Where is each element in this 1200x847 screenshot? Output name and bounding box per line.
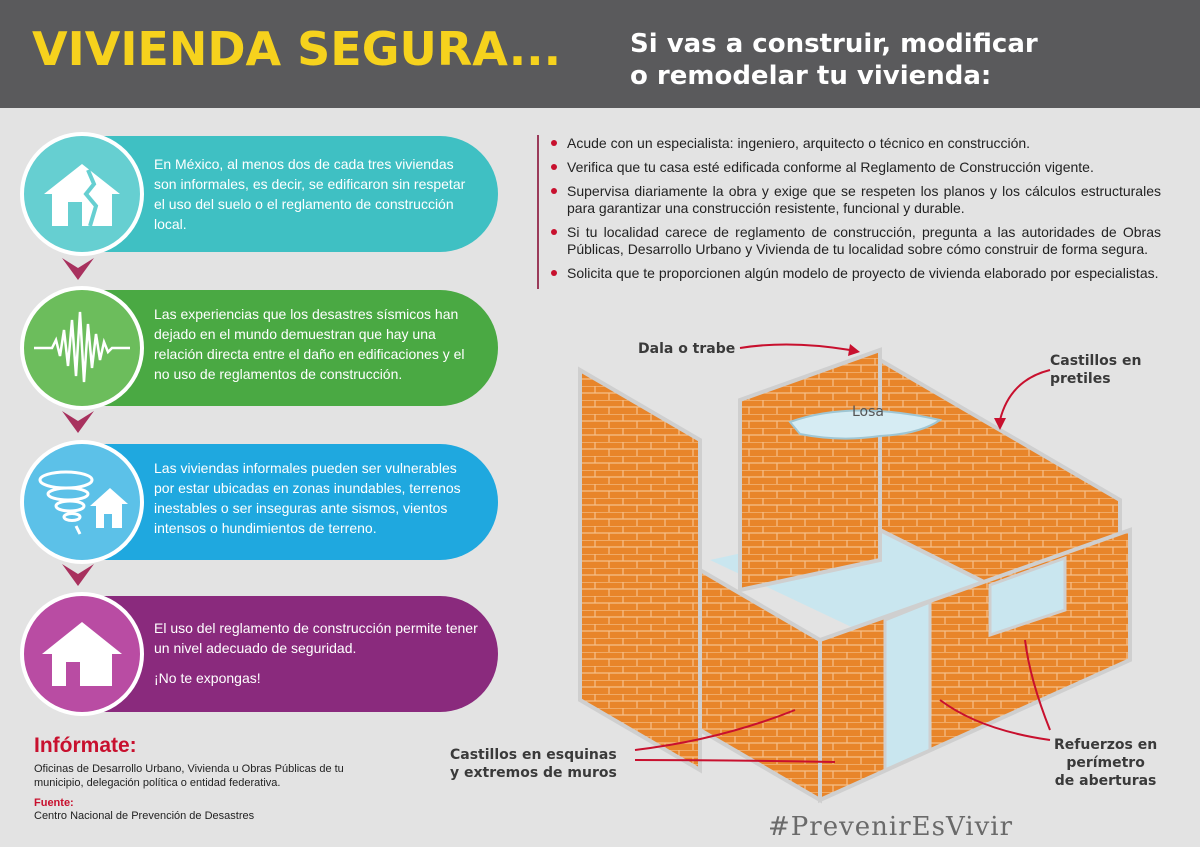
label-castillos-pretiles: Castillos en pretiles — [1050, 353, 1142, 387]
fuente-label: Fuente: — [34, 797, 74, 809]
page-subtitle — [630, 28, 1190, 92]
tips-list — [537, 135, 1161, 289]
step-1-card — [24, 136, 498, 252]
arrow-pretiles — [1000, 370, 1050, 420]
list-item: Si tu localidad carece de reglamento de construcción, pregunta a las autoridades de Obras Públicas, Desarrollo Urbano y Vivienda de tu localidad sobre cómo construir de forma segura. — [551, 224, 1161, 258]
label-refuerzos: Refuerzos en perímetro de aberturas — [1054, 737, 1158, 789]
bullet-icon — [551, 140, 557, 146]
door-opening — [885, 602, 930, 770]
subtitle-line-1: Si vas a construir, modificar — [630, 29, 1038, 59]
step-1-icon-circle — [20, 132, 144, 256]
arrow-dala — [740, 344, 850, 350]
tornado-house-icon — [24, 444, 140, 560]
bullet-icon — [551, 188, 557, 194]
arrowhead — [848, 344, 860, 356]
list-item: Verifica que tu casa esté edificada conforme al Reglamento de Construcción vigente. — [551, 159, 1161, 176]
label-losa: Losa — [852, 404, 884, 420]
step-2-text: Las experiencias que los desastres sísmicos han dejado en el mundo demuestran que hay una relación directa entre el daño en edificaciones y el no uso de reglamentos de construcción. — [154, 306, 465, 382]
informate-text: Oficinas de Desarrollo Urbano, Vivienda u Obras Públicas de tu municipio, delegación política o entidad federativa. — [34, 763, 344, 789]
list-item: Solicita que te proporcionen algún modelo de proyecto de vivienda elaborado por especialistas. — [551, 265, 1161, 282]
chevron-down-icon — [62, 258, 94, 280]
step-4-body: El uso del reglamento de construcción permite tener un nivel adecuado de seguridad. — [154, 620, 478, 656]
front-left-wall — [700, 570, 820, 800]
bullet-icon — [551, 270, 557, 276]
step-4-card — [24, 596, 498, 712]
list-item: Supervisa diariamente la obra y exige que se respeten los planos y los cálculos estructurales para garantizar una construcción resistente, funcional y durable. — [551, 183, 1161, 217]
back-left-wall — [580, 370, 700, 770]
step-4-cta: ¡No te expongas! — [154, 670, 261, 686]
house-icon — [24, 596, 140, 712]
step-4-icon-circle — [20, 592, 144, 716]
step-2-card — [24, 290, 498, 406]
step-2-icon-circle — [20, 286, 144, 410]
chevron-down-icon — [62, 564, 94, 586]
fuente-text: Centro Nacional de Prevención de Desastres — [34, 810, 255, 822]
step-3-icon-circle — [20, 440, 144, 564]
list-item: Acude con un especialista: ingeniero, arquitecto o técnico en construcción. — [551, 135, 1161, 152]
subtitle-line-2: o remodelar tu vivienda: — [630, 61, 992, 91]
label-dala: Dala o trabe — [638, 341, 736, 357]
step-3-card — [24, 444, 498, 560]
cracked-house-icon — [24, 136, 140, 252]
bullet-icon — [551, 229, 557, 235]
header-banner — [0, 0, 1200, 108]
page-title: VIVIENDA SEGURA... — [32, 22, 562, 76]
label-castillos-esquinas: Castillos en esquinas y extremos de muros — [450, 747, 617, 781]
hashtag: #PrevenirEsVivir — [768, 812, 1014, 842]
step-1-text: En México, al menos dos de cada tres viviendas son informales, es decir, se edificaron sin respetar el uso del suelo o el reglamento de construcción local. — [154, 156, 466, 232]
informate-heading: Infórmate: — [34, 734, 137, 757]
back-wall — [740, 350, 880, 590]
bullet-icon — [551, 164, 557, 170]
step-4-text — [154, 618, 478, 688]
chevron-down-icon — [62, 411, 94, 433]
seismograph-icon — [24, 290, 140, 406]
step-3-text: Las viviendas informales pueden ser vulnerables por estar ubicadas en zonas inundables, terrenos inestables o ser inseguras ante sismos, vientos intensos o hundimientos de terreno. — [154, 460, 461, 536]
